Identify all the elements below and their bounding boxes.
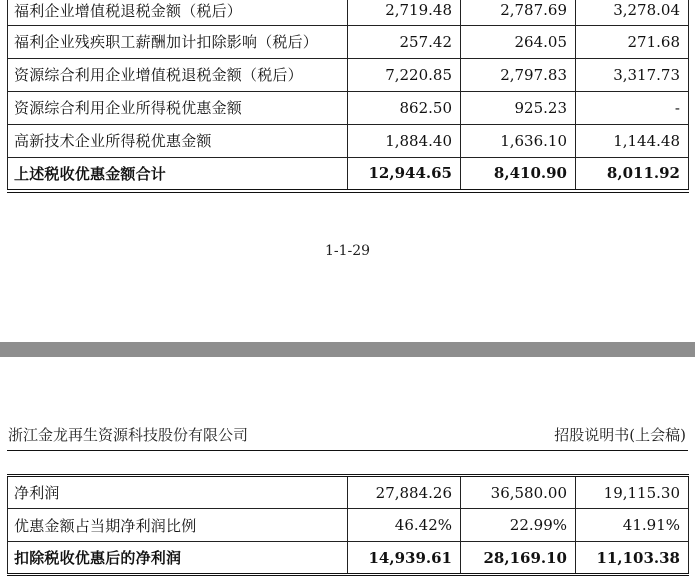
cell-value: 1,884.40 xyxy=(348,124,461,157)
row-label: 高新技术企业所得税优惠金额 xyxy=(8,124,348,157)
table-row xyxy=(8,476,689,509)
cell-value: 925.23 xyxy=(461,91,576,124)
table-row xyxy=(8,58,689,91)
cell-value: 3,278.04 xyxy=(576,0,689,25)
cell-value: 862.50 xyxy=(348,91,461,124)
cell-value: 257.42 xyxy=(348,25,461,58)
cell-value: 7,220.85 xyxy=(348,58,461,91)
row-label: 资源综合利用企业所得税优惠金额 xyxy=(8,91,348,124)
cell-value: 19,115.30 xyxy=(576,476,689,509)
cell-value: 3,317.73 xyxy=(576,58,689,91)
row-label: 上述税收优惠金额合计 xyxy=(8,157,348,191)
cell-value: 12,944.65 xyxy=(348,157,461,191)
document-header-type: 招股说明书(上会稿) xyxy=(554,426,686,444)
cell-value: 36,580.00 xyxy=(461,476,576,509)
row-label: 优惠金额占当期净利润比例 xyxy=(8,509,348,542)
cell-value: 8,410.90 xyxy=(461,157,576,191)
page-number: 1-1-29 xyxy=(324,243,371,259)
row-label: 扣除税收优惠后的净利润 xyxy=(8,542,348,575)
cell-value: 27,884.26 xyxy=(348,476,461,509)
document-header-company: 浙江金龙再生资源科技股份有限公司 xyxy=(8,426,249,444)
page-separator xyxy=(0,342,695,357)
row-label: 净利润 xyxy=(8,476,348,509)
cell-value: 8,011.92 xyxy=(576,157,689,191)
cell-value: 28,169.10 xyxy=(461,542,576,575)
cell-value: 46.42% xyxy=(348,509,461,542)
cell-value: 1,144.48 xyxy=(576,124,689,157)
tax-incentive-table xyxy=(7,0,689,193)
row-label: 福利企业残疾职工薪酬加计扣除影响（税后） xyxy=(8,25,348,58)
table-total-row xyxy=(8,542,689,575)
cell-value: 1,636.10 xyxy=(461,124,576,157)
table-row xyxy=(8,0,689,25)
table-row xyxy=(8,91,689,124)
row-label: 资源综合利用企业增值税退税金额（税后） xyxy=(8,58,348,91)
cell-value: 264.05 xyxy=(461,25,576,58)
cell-value: 2,719.48 xyxy=(348,0,461,25)
cell-value: 2,797.83 xyxy=(461,58,576,91)
net-profit-table xyxy=(7,474,689,576)
row-label: 福利企业增值税退税金额（税后） xyxy=(8,0,348,25)
cell-value: 271.68 xyxy=(576,25,689,58)
cell-value: 2,787.69 xyxy=(461,0,576,25)
cell-value: 11,103.38 xyxy=(576,542,689,575)
table-total-row xyxy=(8,157,689,191)
table-row xyxy=(8,124,689,157)
cell-value: 14,939.61 xyxy=(348,542,461,575)
cell-value: - xyxy=(576,91,689,124)
cell-value: 41.91% xyxy=(576,509,689,542)
table-row xyxy=(8,25,689,58)
table-row xyxy=(8,509,689,542)
header-divider xyxy=(7,450,688,451)
cell-value: 22.99% xyxy=(461,509,576,542)
